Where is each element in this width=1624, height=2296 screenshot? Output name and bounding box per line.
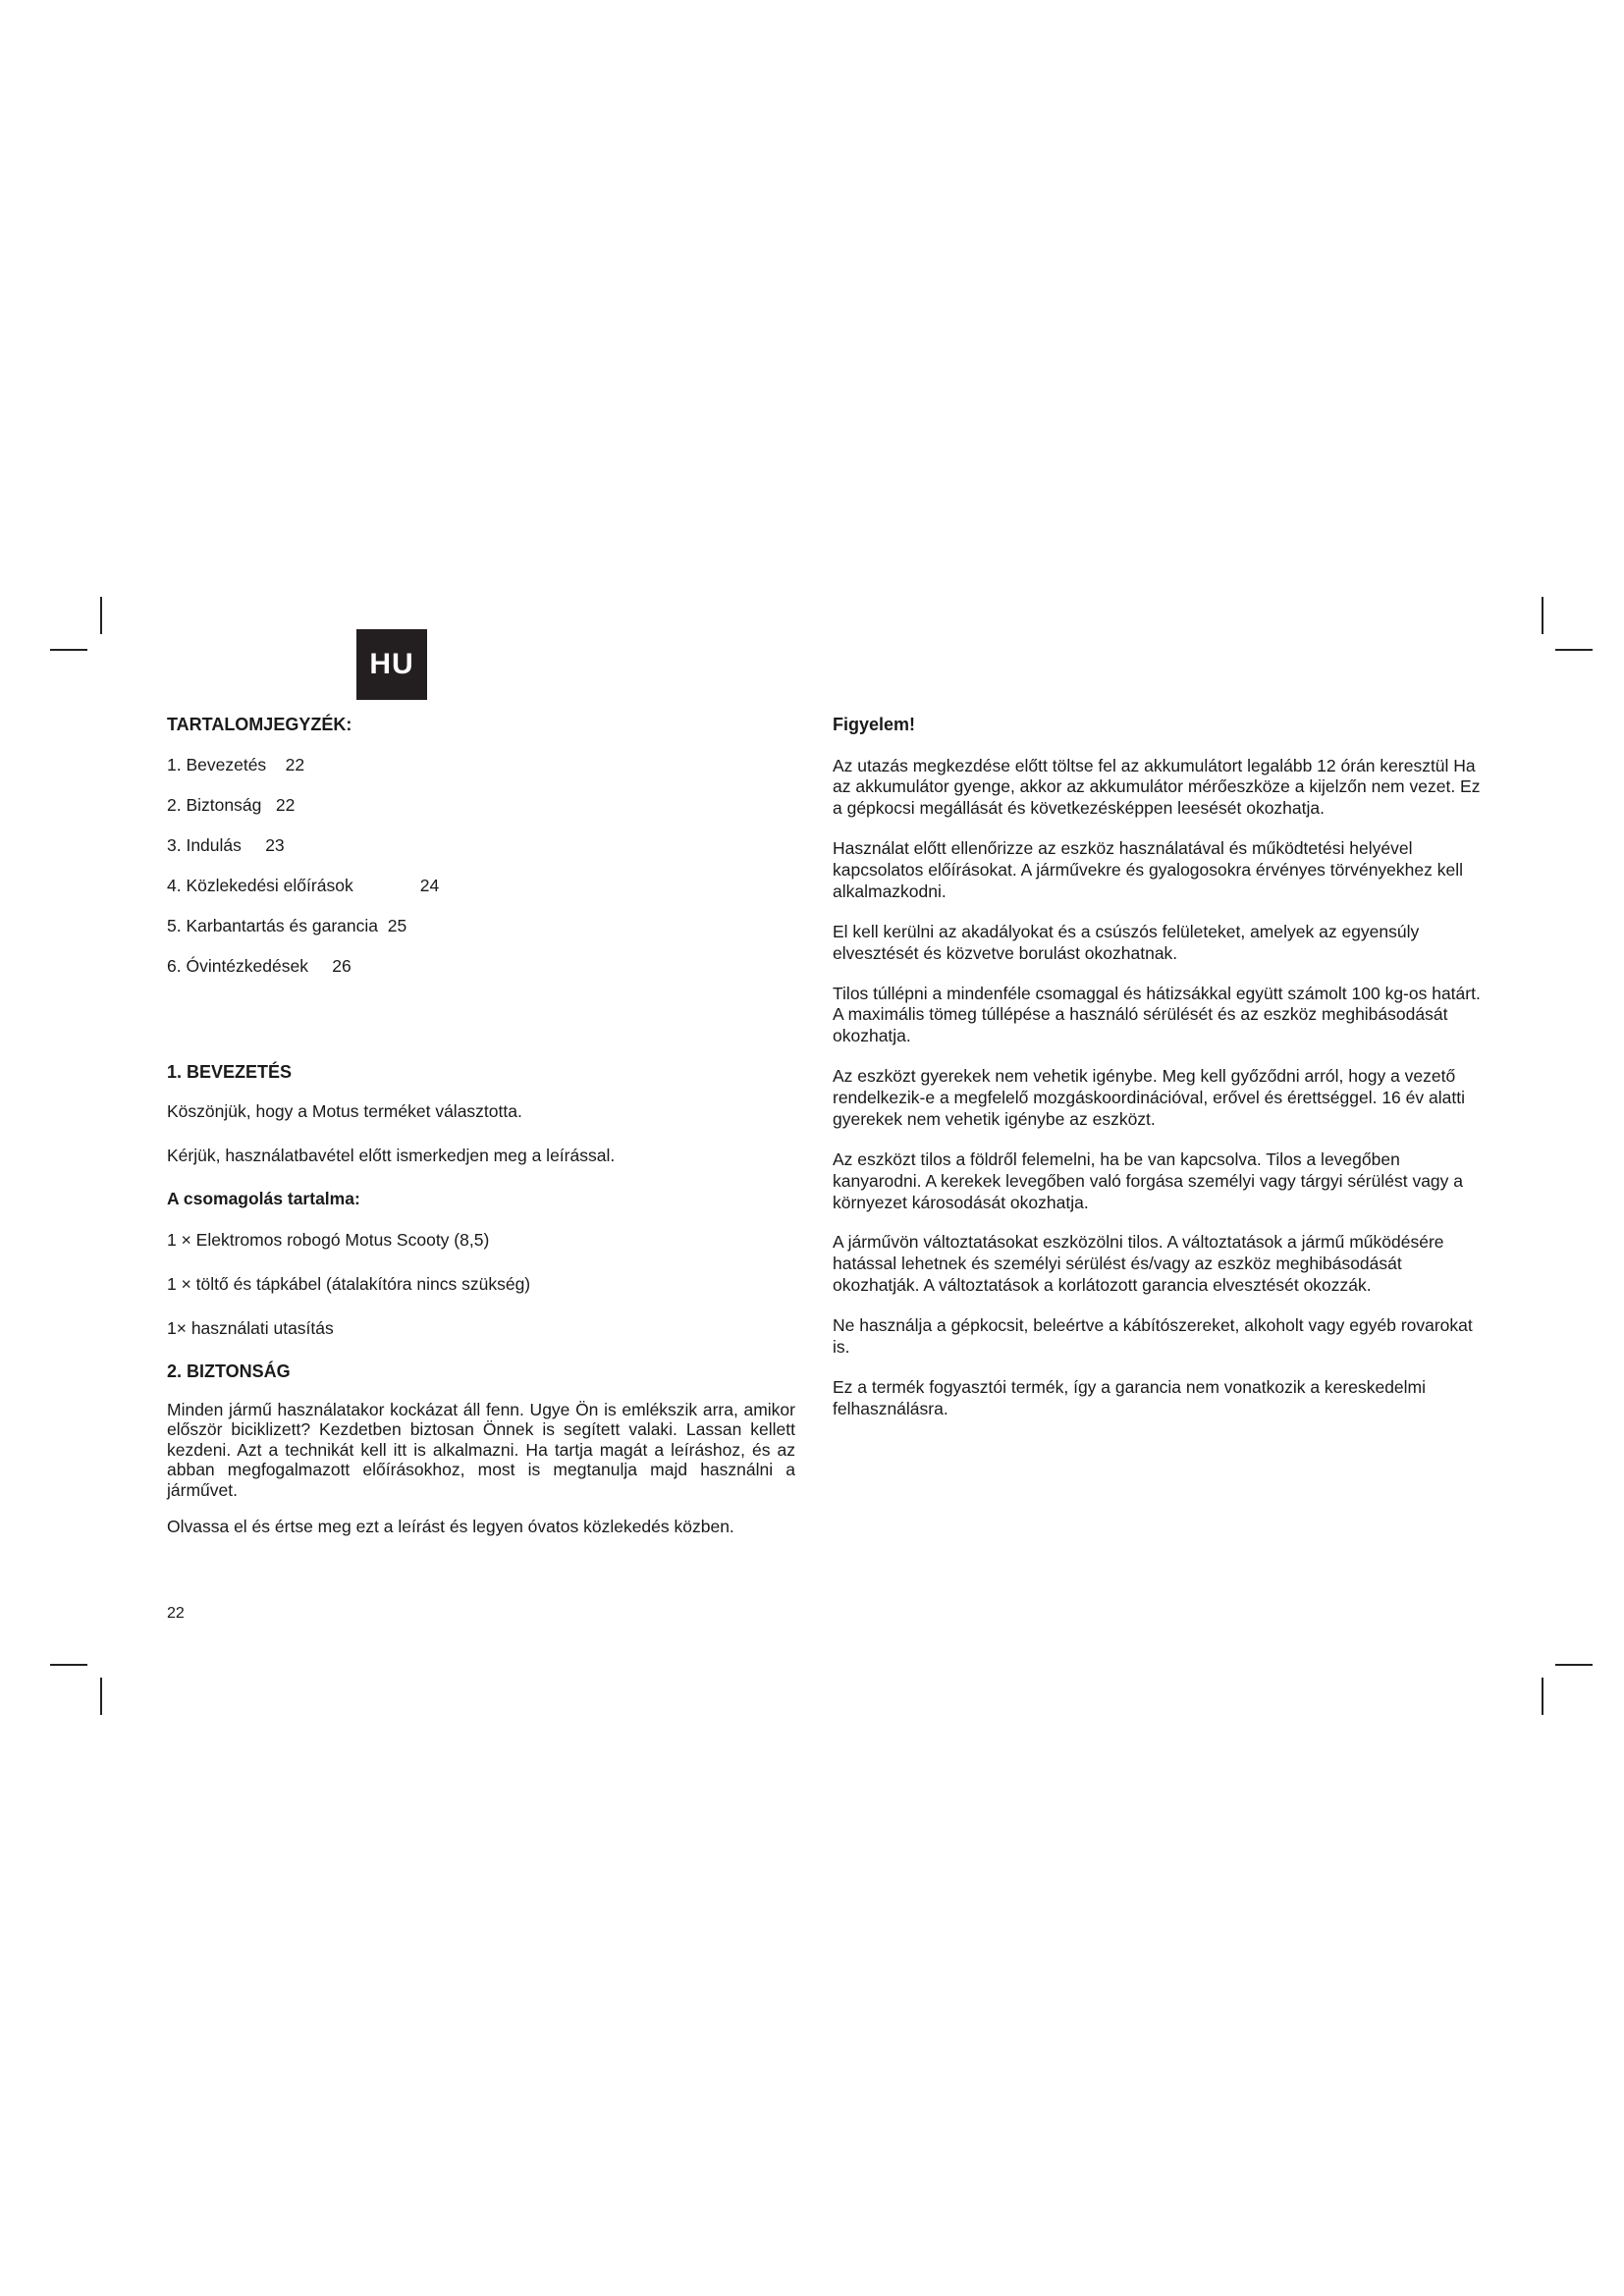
- toc-item[interactable]: 6. Óvintézkedések 26: [167, 956, 352, 977]
- warning-paragraph: Az eszközt tilos a földről felemelni, ha be van kapcsolva. Tilos a levegőben kanyarodni. A kerekek levegőben való forgása személyi vagy tárgyi sérülést vagy a környezet károsodását okozhatja.: [833, 1148, 1464, 1212]
- crop-mark-top-left-vertical: [100, 597, 102, 634]
- crop-mark-top-left-horizontal: [50, 649, 87, 651]
- package-item: 1 × töltő és tápkábel (átalakítóra nincs szükség): [167, 1273, 531, 1294]
- warning-paragraph: Ez a termék fogyasztói termék, így a garancia nem vonatkozik a kereskedelmi felhasználásra.: [833, 1376, 1427, 1418]
- package-item: 1 × Elektromos robogó Motus Scooty (8,5): [167, 1230, 490, 1251]
- crop-mark-bottom-right-horizontal: [1555, 1664, 1593, 1666]
- read-manual-text: Kérjük, használatbavétel előtt ismerkedjen meg a leírással.: [167, 1145, 616, 1165]
- right-column: [833, 714, 1481, 1439]
- warning-paragraph: Használat előtt ellenőrizze az eszköz használatával és működtetési helyével kapcsolatos előírásokat. A járművekre és gyalogosokra érvényes törvényekhez kell alkalmazkodni.: [833, 838, 1463, 901]
- safety-section: [167, 1361, 795, 1537]
- toc-page-number: 26: [332, 956, 352, 977]
- crop-mark-bottom-right-vertical: [1542, 1678, 1543, 1715]
- warning-paragraph: A járművön változtatásokat eszközölni tilos. A változtatások a jármű működésére hatással lehetnek és személyi sérülést és/vagy az eszköz meghibásodását okozhatják. A változtatások a korlátozott garancia elvesztését okozzák.: [833, 1232, 1444, 1296]
- toc-item[interactable]: 3. Indulás 23: [167, 835, 285, 856]
- warning-heading: Figyelem!: [833, 715, 916, 734]
- page-number: 22: [167, 1605, 185, 1622]
- toc-item[interactable]: 1. Bevezetés 22: [167, 755, 305, 775]
- left-column: [167, 714, 795, 1554]
- safety-paragraph: Olvassa el és értse meg ezt a leírást és legyen óvatos közlekedés közben.: [167, 1517, 734, 1537]
- table-of-contents: [167, 754, 795, 995]
- crop-mark-bottom-left-horizontal: [50, 1664, 87, 1666]
- toc-page-number: 22: [275, 795, 296, 816]
- warning-paragraph: El kell kerülni az akadályokat és a csúszós felületeket, amelyek az egyensúly elvesztését és közvetve borulást okozhatnak.: [833, 921, 1420, 963]
- warning-paragraph: Ne használja a gépkocsit, beleértve a kábítószereket, alkoholt vagy egyéb rovarokat is.: [833, 1315, 1473, 1357]
- package-item: 1× használati utasítás: [167, 1317, 334, 1338]
- toc-item[interactable]: 2. Biztonság 22: [167, 795, 296, 816]
- crop-mark-top-right-vertical: [1542, 597, 1543, 634]
- language-badge: HU: [356, 629, 427, 700]
- toc-page-number: 24: [419, 876, 440, 896]
- safety-paragraph: Minden jármű használatakor kockázat áll fenn. Ugye Ön is emlékszik arra, amikor először biciklizett? Kezdetben biztosan Önnek is segített valaki. Lassan kellett kezdeni. Azt a technikát kell itt is alkalmazni. Ha tartja magát a leíráshoz, és az abban megfogalmazott előírásokhoz, most is megtanulja majd használni a járművet.: [167, 1399, 795, 1500]
- toc-title: TARTALOMJEGYZÉK:: [167, 715, 352, 734]
- warning-paragraph: Az utazás megkezdése előtt töltse fel az akkumulátort legalább 12 órán keresztül Ha az akkumulátor gyenge, akkor az akkumulátor mérőeszköze a kijelzőn nem vezet. Ez a gépkocsi megállását és következésképpen leesését okozhatja.: [833, 755, 1481, 819]
- safety-heading: 2. BIZTONSÁG: [167, 1362, 291, 1382]
- introduction-heading: 1. BEVEZETÉS: [167, 1062, 293, 1083]
- introduction-section: [167, 1061, 795, 1339]
- toc-page-number: 23: [265, 835, 285, 856]
- crop-mark-top-right-horizontal: [1555, 649, 1593, 651]
- toc-item[interactable]: 5. Karbantartás és garancia 25: [167, 916, 407, 936]
- toc-item[interactable]: 4. Közlekedési előírások 24: [167, 876, 440, 896]
- toc-page-number: 25: [387, 916, 407, 936]
- thanks-text: Köszönjük, hogy a Motus terméket választotta.: [167, 1100, 522, 1121]
- warning-paragraph: Tilos túllépni a mindenféle csomaggal és hátizsákkal együtt számolt 100 kg-os határt. A maximális tömeg túllépése a használó sérülését és az eszköz meghibásodását okozhatja.: [833, 983, 1481, 1046]
- toc-page-number: 22: [285, 755, 305, 775]
- package-contents-heading: A csomagolás tartalma:: [167, 1189, 360, 1209]
- crop-mark-bottom-left-vertical: [100, 1678, 102, 1715]
- warning-paragraph: Az eszközt gyerekek nem vehetik igénybe. Meg kell győződni arról, hogy a vezető rendelkezik-e a megfelelő mozgáskoordinációval, erővel és érettséggel. 16 év alatti gyerekek nem vehetik igénybe az eszközt.: [833, 1066, 1465, 1129]
